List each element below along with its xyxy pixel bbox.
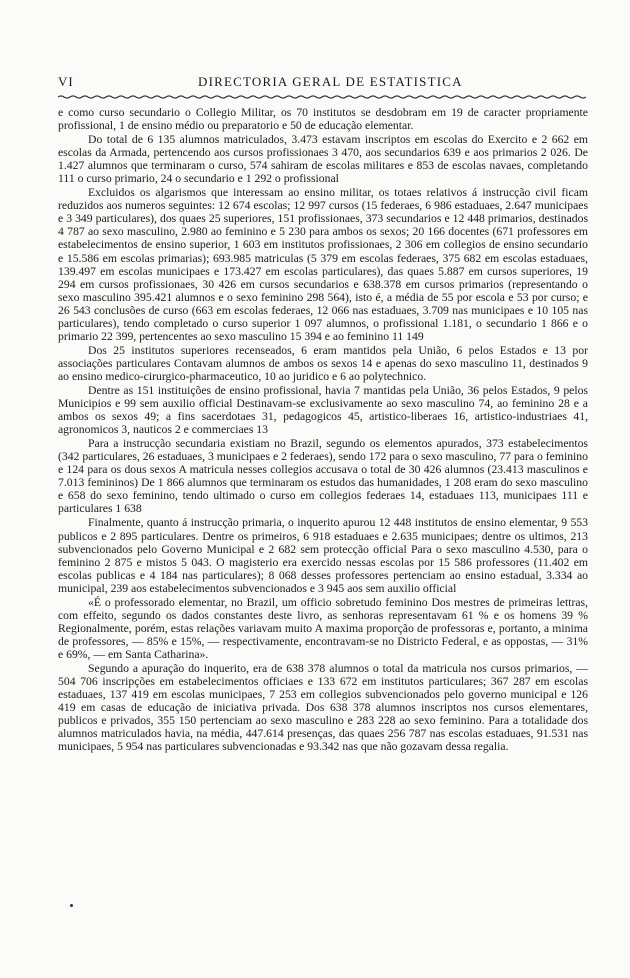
paragraph-continuation: e como curso secundario o Collegio Militar, os 70 institutos se desdobram em 19 de caracter propriamente profissional, 1 de ensino médio ou preparatorio e 50 de educação elementar. <box>58 106 588 133</box>
page-header <box>58 70 586 92</box>
paragraph-military-students: Do total de 6 135 alumnos matriculados, 3.473 estavam inscriptos em escolas do Exercito e 2 662 em escolas da Armada, pertencendo aos cursos profissionaes 3 470, aos secundarios 639 e aos primarios 2 026. De 1.427 alumnos que terminaram o curso, 574 sahiram de escolas militares e 853 de escolas navaes, completando 111 o curso primario, 24 o secundario e 1 292 o profissional <box>58 133 588 186</box>
paragraph-higher-institutes: Dos 25 institutos superiores recenseados, 6 eram mantidos pela União, 6 pelos Estados e 13 por associações particulares Contavam alumnos de ambos os sexos 14 e apenas do sexo masculino 11, destinados 9 ao ensino medico-cirurgico-pharmaceutico, 10 ao juridico e 6 ao polytechnico. <box>58 343 588 383</box>
paragraph-quotation-teachers: «É o professorado elementar, no Brazil, um officio sobretudo feminino Dos mestres de primeiras lettras, com effeito, segundo os dados constantes deste livro, as senhoras representavam 61 % e os homens 39 % Regionalmente, porém, estas relações variavam muito A maxima proporção de professoras e, portanto, a minima de professores, — 85% e 15%, — respectivamente, encontravam-se no Districto Federal, e as oppostas, — 31% e 69%, — em Santa Catharina». <box>58 595 588 661</box>
body-text <box>58 106 588 753</box>
wavy-rule-divider <box>58 92 586 102</box>
paragraph-professional-teaching: Dentre as 151 instituições de ensino profissional, havia 7 mantidas pela União, 36 pelos Estados, 9 pelos Municipios e 99 sem auxilio official Destinavam-se exclusivamente ao sexo masculino 74, ao feminino 28 e a ambos os sexos 49; a fins sacerdotaes 31, pedagogicos 45, artistico-liberaes 16, artistico-industriaes 41, agronomicos 3, nauticos 2 e commerciaes 13 <box>58 383 588 437</box>
paragraph-civil-totals: Excluidos os algarismos que interessam ao ensino militar, os totaes relativos á instrucção civil ficam reduzidos aos numeros seguintes: 12 674 escolas; 12 997 cursos (15 federaes, 6 986 estaduaes, 2.647 municipaes e 3 349 particulares), dos quaes 25 superiores, 151 profissionaes, 373 secundarios e 12 448 primarios, destinados 4 787 ao sexo masculino, 2.980 ao feminino e 5 230 para ambos os sexos; 20 166 docentes (671 professores em estabelecimentos de ensino superior, 1 603 em institutos profissionaes, 2 306 em collegios de ensino secundario e 15.586 em escolas primarias); 693.985 matriculas (5 379 em escolas federaes, 375 682 em escolas estaduaes, 139.497 em escolas municipaes e 173.427 em escolas particulares), das quaes 5.887 em cursos superiores, 19 294 em cursos profissionaes, 30 426 em cursos secundarios e 638.378 em cursos primarios (representando o sexo masculino 395.421 alumnos e o sexo feminino 298 564), isto é, a média de 55 por escola e 53 por curso; e 26 543 conclusões de curso (663 em escolas federaes, 12 066 nas estaduaes, 3.709 nas municipaes e 10 105 nas particulares), tendo completado o curso superior 1 097 alumnos, o profissional 1.181, o secundario 1 866 e o primario 22 399, pertencentes ao sexo masculino 15 394 e ao feminino 11 149 <box>58 186 588 343</box>
paragraph-secondary-teaching: Para a instrucção secundaria existiam no Brazil, segundo os elementos apurados, 373 estabelecimentos (342 particulares, 26 estaduaes, 3 municipaes e 2 federaes), sendo 172 para o sexo masculino, 77 para o feminino e 124 para os dous sexos A matricula nesses collegios accusava o total de 30 426 alumnos (23.413 masculinos e 7.013 femininos) De 1 866 alumnos que terminaram os estudos das humanidades, 1 208 eram do sexo masculino e 658 do sexo feminino, tendo ultimado o curso em collegios federaes 14, estaduaes 113, municipaes 111 e particulares 1 638 <box>58 437 588 516</box>
paragraph-primary-enrollment: Segundo a apuração do inquerito, era de 638 378 alumnos o total da matricula nos cursos primarios, — 504 706 inscripções em estabelecimentos officiaes e 133 672 em institutos particulares; 367 287 em escolas estaduaes, 137 419 em escolas municipaes, 7 253 em collegios subvencionados pelo governo municipal e 126 419 em casas de educação de iniciativa privada. Dos 638 378 alumnos inscriptos nos cursos elementares, publicos e privados, 355 150 pertenciam ao sexo masculino e 283 228 ao sexo feminino. Para a totalidade dos alumnos matriculados havia, na média, 447.614 presenças, das quaes 256 787 nas escolas estaduaes, 91.531 nas municipaes, 5 954 nas particulares subvencionadas e 93.342 nas que não gozavam dessa regalia. <box>58 661 588 754</box>
page-number: VI <box>58 74 74 89</box>
paragraph-primary-teaching: Finalmente, quanto á instrucção primaria, o inquerito apurou 12 448 institutos de ensino elementar, 9 553 publicos e 2 895 particulares. Dentre os primeiros, 6 918 estaduaes e 2.635 municipaes; dentre os ultimos, 213 subvencionados pelo Governo Municipal e 2 682 sem protecção official Para o sexo masculino 4.530, para o feminino 2 875 e mistos 5 043. O magisterio era exercido nessas escolas por 15 586 professores (11.402 em escolas publicas e 4 184 nas particulares); 8 068 desses professores pertenciam ao ensino estadual, 3.334 ao municipal, 239 aos estabelecimentos subvencionados e 3 945 aos sem auxilio official <box>58 516 588 595</box>
running-title: DIRECTORIA GERAL DE ESTATISTICA <box>198 74 463 89</box>
ink-speck <box>70 904 73 907</box>
